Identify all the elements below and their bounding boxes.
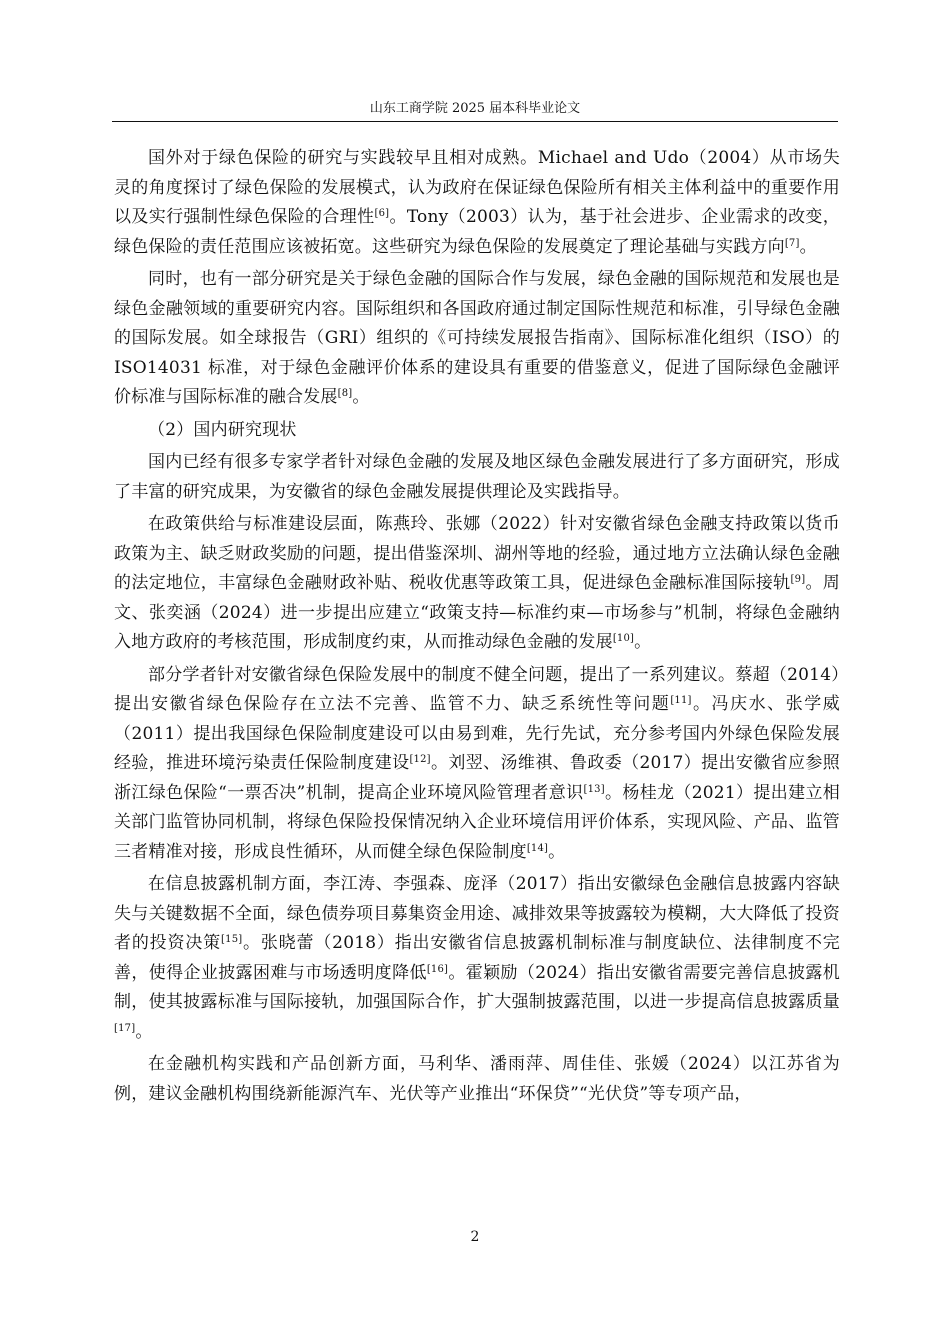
citation: [8] bbox=[337, 388, 353, 399]
citation: [10] bbox=[612, 633, 635, 644]
paragraph-product-innovation: 在金融机构实践和产品创新方面，马利华、潘雨萍、周佳佳、张媛（2024）以江苏省为例，建议金融机构围绕新能源汽车、光伏等产业推出“环保贷”“光伏贷”等专项产品， bbox=[114, 1054, 840, 1104]
citation: [12] bbox=[409, 754, 431, 765]
paragraph-policy-standards: 在政策供给与标准建设层面，陈燕玲、张娜（2022）针对安徽省绿色金融支持政策以货币政策为主、缺乏财政奖励的问题，提出借鉴深圳、湖州等地的经验，通过地方立法确认绿色金融的法定地位，丰富绿色金融财政补贴、税收优惠等政策工具，促进绿色金融标准国际接轨[9]。周文、张奕涵（2024）进一步提出应建立“政策支持—标准约束—市场参与”机制，将绿色金融纳入地方政府的考核范围，形成制度约束，从而推动绿色金融的发展[10]。 bbox=[114, 514, 840, 652]
citation: [16] bbox=[426, 963, 449, 975]
page-number: 2 bbox=[470, 1229, 480, 1245]
citation: [13] bbox=[583, 783, 605, 795]
paragraph-information-disclosure: 在信息披露机制方面，李江涛、李强森、庞泽（2017）指出安徽绿色金融信息披露内容缺失与关键数据不全面，绿色债券项目募集资金用途、减排效果等披露较为模糊，大大降低了投资者的投资决策[15]。张晓蕾（2018）指出安徽省信息披露机制标准与制度缺位、法律制度不完善，使得企业披露困难与市场透明度降低[16]。霍颖励（2024）指出安徽省需要完善信息披露机制，使其披露标准与国际接轨，加强国际合作，扩大强制披露范围，以进一步提高信息披露质量[17]。 bbox=[114, 874, 841, 1042]
citation: [6] bbox=[374, 208, 390, 219]
citation: [15] bbox=[221, 934, 243, 945]
running-header: 山东工商学院 2025 届本科毕业论文 bbox=[369, 101, 581, 116]
paragraph-foreign-insurance: 国外对于绿色保险的研究与实践较早且相对成熟。Michael and Udo（2004）从市场失灵的角度探讨了绿色保险的发展模式，认为政府在保证绿色保险所有相关主体利益中的重要作用以及实行强制性绿色保险的合理性[6]。Tony（2003）认为，基于社会进步、企业需求的改变，绿色保险的责任范围应该被拓宽。这些研究为绿色保险的发展奠定了理论基础与实践方向[7]。 bbox=[114, 148, 840, 257]
paragraph-international-cooperation: 同时，也有一部分研究是关于绿色金融的国际合作与发展，绿色金融的国际规范和发展也是绿色金融领域的重要研究内容。国际组织和各国政府通过制定国际性规范和标准，引导绿色金融的国际发展。如全球报告（GRI）组织的《可持续发展报告指南》、国际标准化组织（ISO）的 ISO14031 标准，对于绿色金融评价体系的建设具有重要的借鉴意义，促进了国际绿色金融评价标准与国际标准的融合发展[8]。 bbox=[114, 269, 840, 407]
paragraph-green-insurance-institutions: 部分学者针对安徽省绿色保险发展中的制度不健全问题，提出了一系列建议。蔡超（2014）提出安徽省绿色保险存在立法不完善、监管不力、缺乏系统性等问题[11]。冯庆水、张学威（2011）提出我国绿色保险制度建设可以由易到难，先行先试，充分参考国内外绿色保险发展经验，推进环境污染责任保险制度建设[12]。刘翌、汤维祺、鲁政委（2017）提出安徽省应参照浙江绿色保险“一票否决”机制，提高企业环境风险管理者意识[13]。杨桂龙（2021）提出建立相关部门监管协同机制，将绿色保险投保情况纳入企业环境信用评价体系，实现风险、产品、监管三者精准对接，形成良性循环，从而健全绿色保险制度[14]。 bbox=[114, 664, 841, 862]
citation: [14] bbox=[526, 842, 549, 854]
citation: [17] bbox=[114, 1022, 136, 1034]
header-rule bbox=[112, 121, 838, 122]
citation: [7] bbox=[784, 237, 800, 249]
paragraph-domestic-overview: 国内已经有很多专家学者针对绿色金融的发展及地区绿色金融发展进行了多方面研究，形成了丰富的研究成果，为安徽省的绿色金融发展提供理论及实践指导。 bbox=[114, 452, 840, 502]
citation: [11] bbox=[670, 695, 692, 706]
section-subheading: （2）国内研究现状 bbox=[148, 419, 297, 440]
body-text bbox=[114, 144, 840, 1112]
citation: [9] bbox=[790, 574, 806, 585]
